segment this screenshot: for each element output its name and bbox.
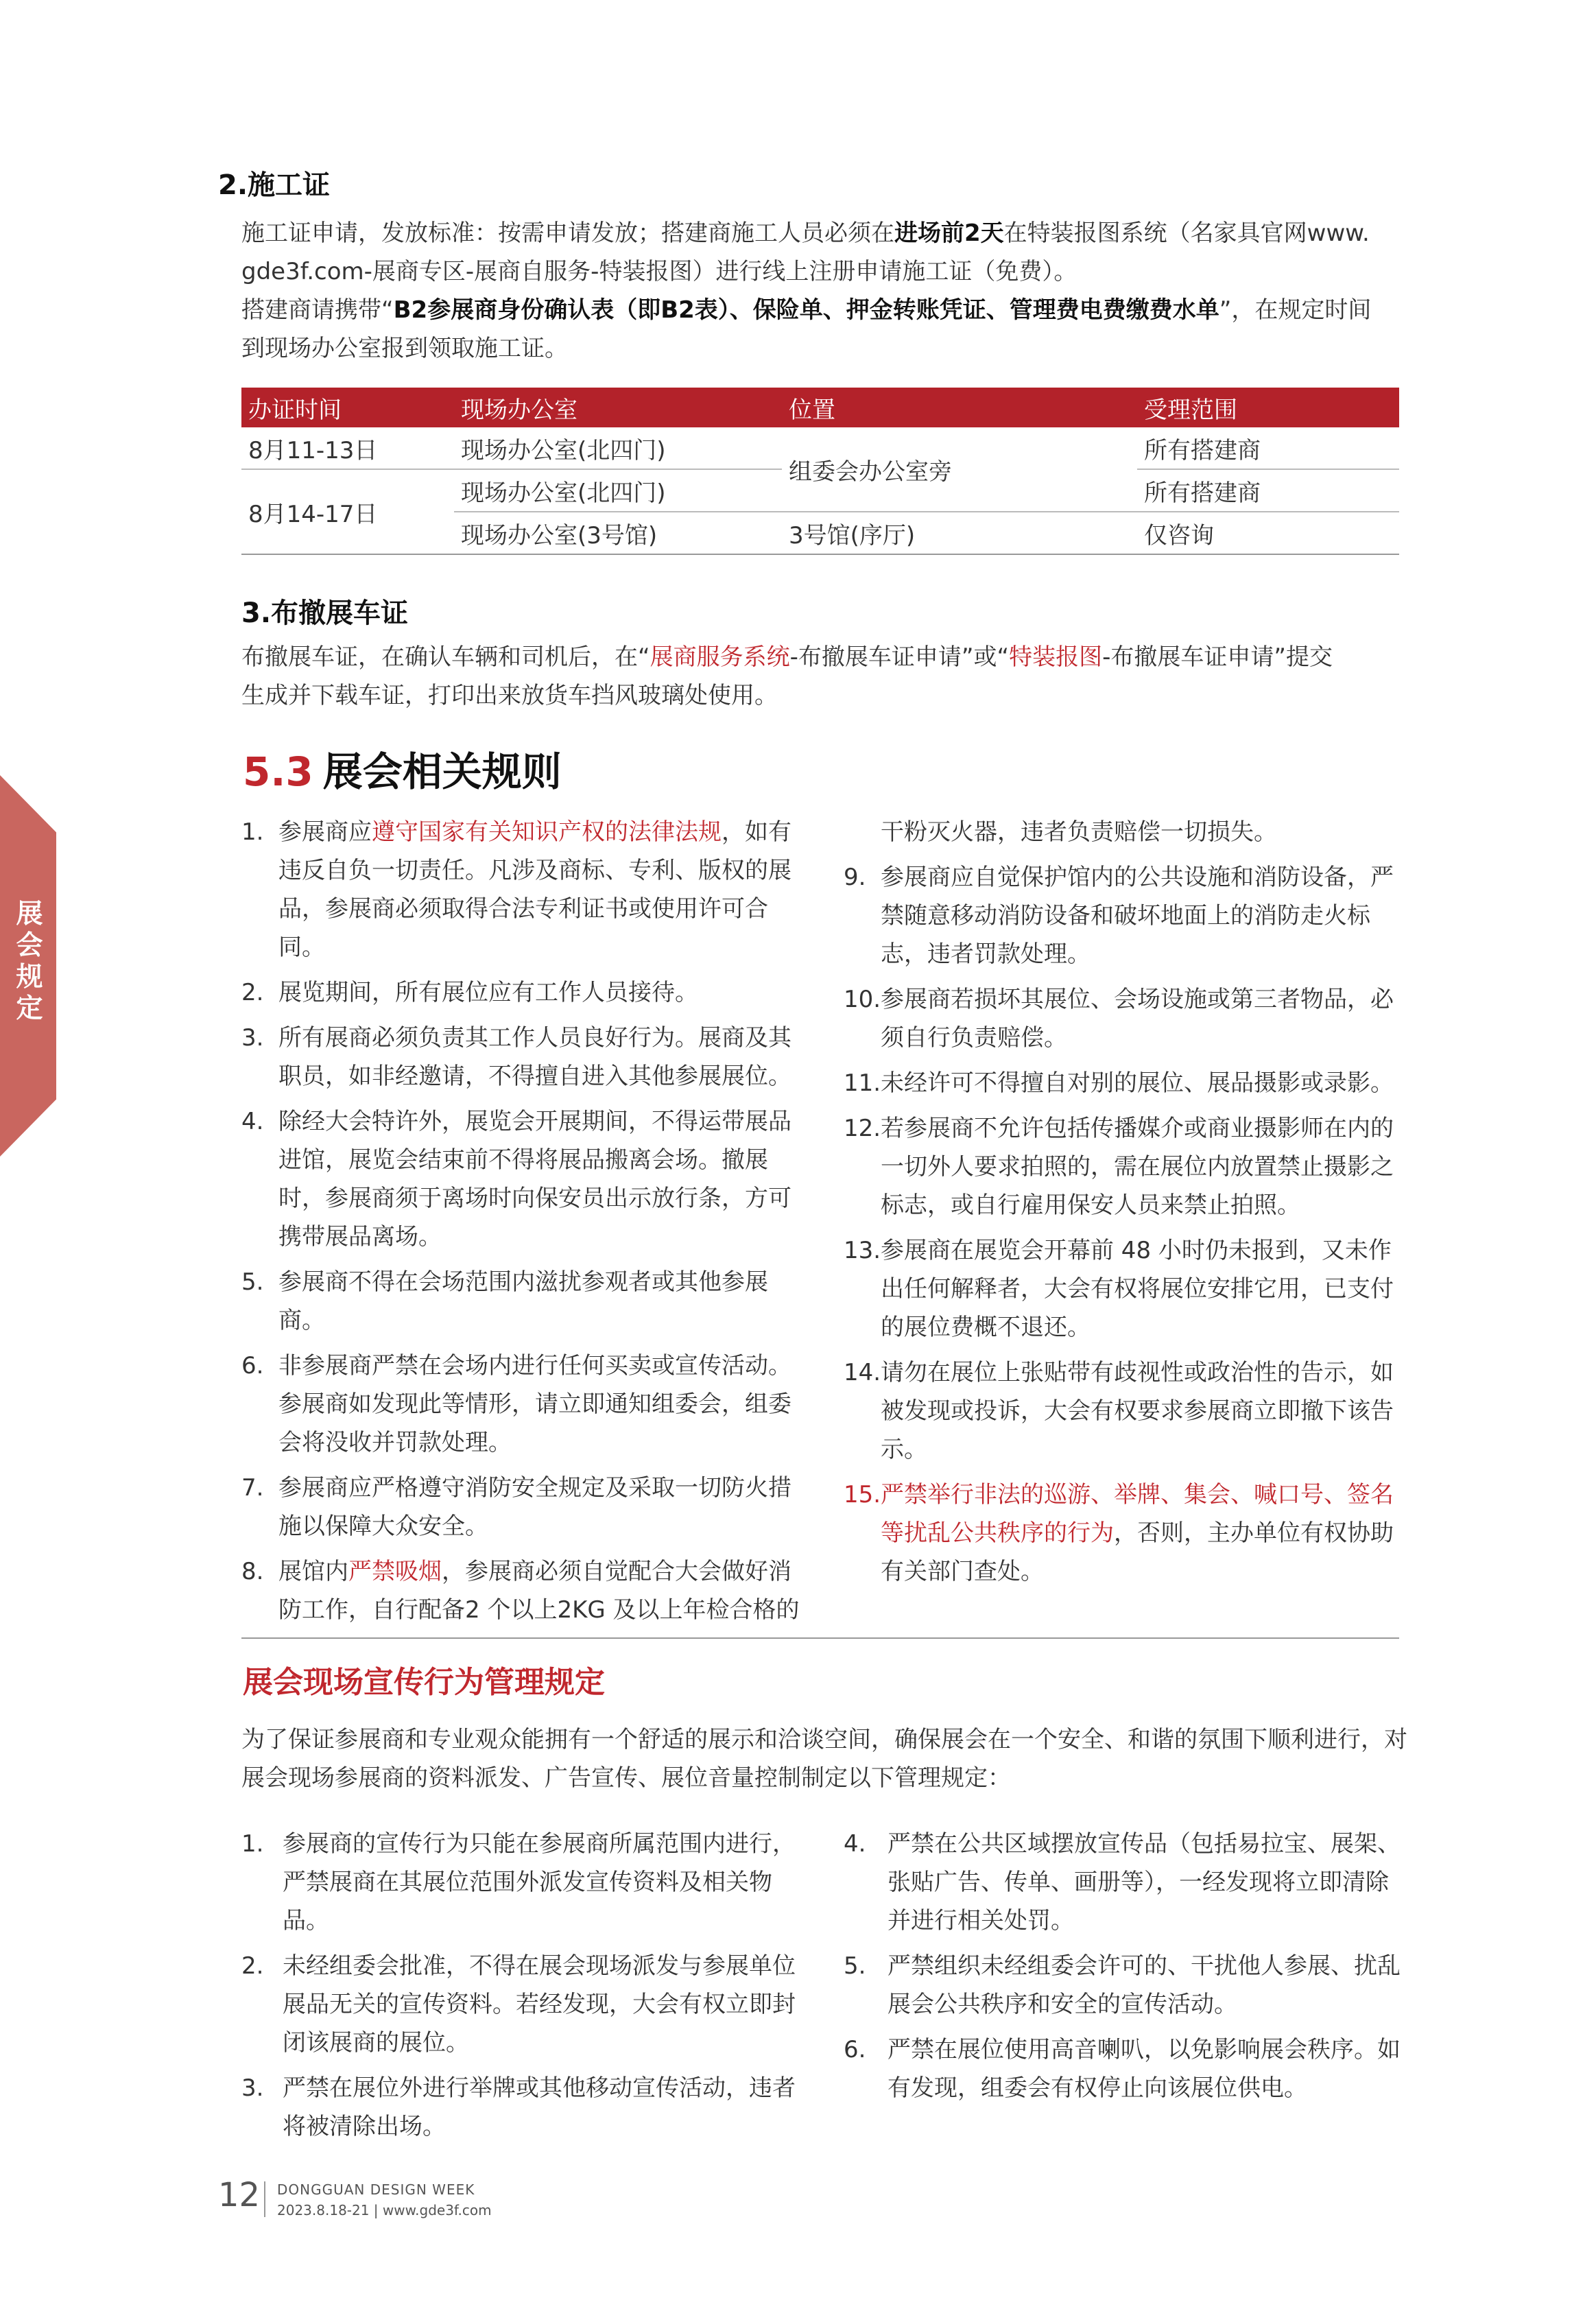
section-number: 5.3: [243, 748, 313, 795]
list-item-text: 请勿在展位上张贴带有歧视性或政治性的告示，如被发现或投诉，大会有权要求参展商立即撤下该告示。: [881, 1359, 1394, 1463]
promo-left-list: [241, 1825, 805, 2153]
list-item: [241, 1947, 805, 2062]
list-item: [241, 1102, 805, 1256]
list-item-text: 严禁举行非法的巡游、举牌、集会、喊口号、签名等扰乱公共秩序的行为，否则，主办单位有权协助有关部门查处。: [881, 1481, 1394, 1585]
table-row: [241, 427, 1399, 469]
table-cell: 现场办公室(北四门): [454, 469, 782, 512]
list-item-number: 10.: [844, 986, 881, 1013]
list-item: [844, 2030, 1406, 2107]
list-item: [844, 1947, 1406, 2024]
list-item-number: 5.: [241, 1268, 264, 1296]
list-item-text: 若参展商不允许包括传播媒介或商业摄影师在内的一切外人要求拍照的，需在展位内放置禁止摄影之标志，或自行雇用保安人员来禁止拍照。: [881, 1115, 1394, 1219]
footer-separator: [264, 2181, 265, 2217]
list-item-text: 参展商应严格遵守消防安全规定及采取一切防火措施以保障大众安全。: [278, 1474, 791, 1540]
list-item: [844, 1825, 1406, 1940]
special-report-link: 特装报图: [1009, 643, 1103, 671]
list-item-text: 严禁在展位使用高音喇叭，以免影响展会秩序。如有发现，组委会有权停止向该展位供电。: [888, 2036, 1401, 2102]
list-item-text: 严禁在公共区域摆放宣传品（包括易拉宝、展架、张贴广告、传单、画册等），一经发现将立即清除并进行相关处罚。: [888, 1830, 1401, 1934]
list-item-number: 2.: [241, 979, 264, 1006]
footer-info: 2023.8.18-21 | www.gde3f.com: [277, 2202, 492, 2218]
list-item-number: 9.: [844, 864, 866, 891]
list-item-number: 4.: [844, 1830, 866, 1858]
list-item: [844, 980, 1406, 1057]
table-cell: 组委会办公室旁: [782, 427, 1137, 512]
permit-documents: B2参展商身份确认表（即B2表）、保险单、押金转账凭证、管理费电费缴费水单: [393, 296, 1219, 324]
list-item-number: 5.: [844, 1952, 866, 1980]
list-item-number: 15.: [844, 1481, 881, 1508]
list-item-number: 7.: [241, 1474, 264, 1502]
table-header-cell: 现场办公室: [454, 388, 782, 427]
rules-right-list: [844, 858, 1406, 1598]
list-item-number: 3.: [241, 1024, 264, 1052]
table-cell: 8月14-17日: [241, 469, 454, 554]
list-item-number: 12.: [844, 1115, 881, 1142]
list-item-number: 2.: [241, 1952, 264, 1980]
list-item: [241, 973, 805, 1012]
list-item: [241, 1469, 805, 1546]
vehicle-paragraph: 布撤展车证，在确认车辆和司机后，在“展商服务系统-布撤展车证申请”或“特装报图-布撤展车证申请”提交 生成并下载车证，打印出来放货车挡风玻璃处使用。: [241, 643, 1333, 709]
list-item-text: 严禁组织未经组委会许可的、干扰他人参展、扰乱展会公共秩序和安全的宣传活动。: [888, 1952, 1401, 2018]
table-cell: 8月11-13日: [241, 427, 454, 469]
list-item: [844, 1231, 1406, 1347]
permit-paragraph: 施工证申请，发放标准：按需申请发放；搭建商施工人员必须在进场前2天在特装报图系统（名家具官网www. gde3f.com-展商专区-展商自服务-特装报图）进行线上注册申请施工证（免费）。 搭建商请携带“B2参展商身份确认表（即B2表）、保险单、押金转账凭证、管理费电费缴费水单”，在规定时间 到现场办公室报到领取施工证。: [241, 220, 1372, 362]
table-header-cell: 办证时间: [241, 388, 454, 427]
list-item-text: 所有展商必须负责其工作人员良好行为。展商及其职员，如非经邀请，不得擅自进入其他参展展位。: [278, 1024, 791, 1090]
list-item: [844, 858, 1406, 973]
list-item-number: 14.: [844, 1359, 881, 1386]
table-header: [241, 388, 1399, 427]
footer-brand: DONGGUAN DESIGN WEEK: [277, 2181, 475, 2198]
table-cell: 现场办公室(3号馆): [454, 512, 782, 554]
table-cell: 所有搭建商: [1137, 427, 1399, 469]
list-item: [844, 1064, 1406, 1102]
list-item-text: 未经许可不得擅自对别的展位、展品摄影或录影。: [881, 1069, 1394, 1097]
office-table: [241, 388, 1399, 555]
list-item-text: 展览期间，所有展位应有工作人员接待。: [278, 979, 698, 1006]
list-item-text: 参展商若损坏其展位、会场设施或第三者物品，必须自行负责赔偿。: [881, 986, 1394, 1052]
highlighted-text: 严禁举行非法的巡游、举牌、集会、喊口号、签名等扰乱公共秩序的行为: [881, 1481, 1394, 1547]
list-item-number: 13.: [844, 1237, 881, 1264]
list-item-text: 除经大会特许外，展览会开展期间，不得运带展品进馆，展览会结束前不得将展品搬离会场。撤展时，参展商须于离场时向保安员出示放行条，方可携带展品离场。: [278, 1108, 791, 1251]
table-cell: 仅咨询: [1137, 512, 1399, 554]
highlighted-text: 遵守国家有关知识产权的法律法规: [372, 818, 722, 846]
list-item-number: 11.: [844, 1069, 881, 1097]
list-item: [241, 1263, 805, 1340]
list-item: [241, 1019, 805, 1096]
highlighted-text: 严禁吸烟: [348, 1558, 442, 1585]
page-number: 12: [218, 2176, 261, 2214]
list-item-text: 非参展商严禁在会场内进行任何买卖或宣传活动。参展商如发现此等情形，请立即通知组委会，组委会将没收并罚款处理。: [278, 1352, 791, 1456]
section-title-text: 展会相关规则: [322, 748, 562, 795]
list-item-text: 严禁在展位外进行举牌或其他移动宣传活动，违者将被清除出场。: [283, 2074, 796, 2140]
section-title: [243, 739, 562, 797]
list-item-text: 参展商应自觉保护馆内的公共设施和消防设备，严禁随意移动消防设备和破坏地面上的消防走火标志，违者罚款处理。: [881, 864, 1394, 968]
list-item-text: 展馆内严禁吸烟，参展商必须自觉配合大会做好消防工作，自行配备2 个以上2KG 及以上年检合格的: [278, 1558, 800, 1624]
section-divider: [241, 1637, 1399, 1639]
table-header-cell: 受理范围: [1137, 388, 1399, 427]
list-item-number: 3.: [241, 2074, 264, 2102]
list-item-number: 6.: [844, 2036, 866, 2063]
side-tab-label: 展会规定: [16, 899, 43, 1024]
permit-deadline: 进场前2天: [894, 220, 1004, 247]
list-item-text: 参展商应遵守国家有关知识产权的法律法规，如有违反自负一切责任。凡涉及商标、专利、版权的展品，参展商必须取得合法专利证书或使用许可合同。: [278, 818, 791, 961]
list-item-number: 4.: [241, 1108, 264, 1135]
list-item-number: 6.: [241, 1352, 264, 1380]
table-header-cell: 位置: [782, 388, 1137, 427]
list-item-text: 参展商在展览会开幕前 48 小时仍未报到，又未作出任何解释者，大会有权将展位安排它用，已支付的展位费概不退还。: [881, 1237, 1394, 1341]
service-system-link: 展商服务系统: [650, 643, 790, 671]
list-item-text: 未经组委会批准，不得在展会现场派发与参展单位展品无关的宣传资料。若经发现，大会有权立即封闭该展商的展位。: [283, 1952, 796, 2057]
list-item: [844, 1109, 1406, 1224]
list-item: [241, 2069, 805, 2146]
list-item: [241, 1552, 805, 1629]
list-item-text: 参展商不得在会场范围内滋扰参观者或其他参展商。: [278, 1268, 768, 1334]
table-cell: 所有搭建商: [1137, 469, 1399, 512]
table-cell: 3号馆(序厅): [782, 512, 1137, 554]
rule-continuation: 干粉灭火器，违者负责赔偿一切损失。: [881, 818, 1277, 846]
list-item-number: 8.: [241, 1558, 264, 1585]
list-item: [844, 1476, 1406, 1591]
promo-right-list: [844, 1825, 1406, 2114]
list-item: [844, 1353, 1406, 1469]
list-item-number: 1.: [241, 818, 264, 846]
list-item: [241, 813, 805, 967]
promo-intro: 为了保证参展商和专业观众能拥有一个舒适的展示和洽谈空间，确保展会在一个安全、和谐的氛围下顺利进行，对展会现场参展商的资料派发、广告宣传、展位音量控制制定以下管理规定：: [241, 1726, 1407, 1792]
table-cell: 现场办公室(北四门): [454, 427, 782, 469]
promo-title: 展会现场宣传行为管理规定: [243, 1665, 605, 1700]
rules-left-list: [241, 813, 805, 1636]
list-item-text: 参展商的宣传行为只能在参展商所属范围内进行，严禁展商在其展位范围外派发宣传资料及相关物品。: [283, 1830, 796, 1934]
vehicle-heading: 3.布撤展车证: [241, 597, 409, 629]
permit-heading: 2.施工证: [218, 169, 331, 201]
list-item: [241, 1347, 805, 1462]
list-item-number: 1.: [241, 1830, 264, 1858]
list-item: [241, 1825, 805, 1940]
